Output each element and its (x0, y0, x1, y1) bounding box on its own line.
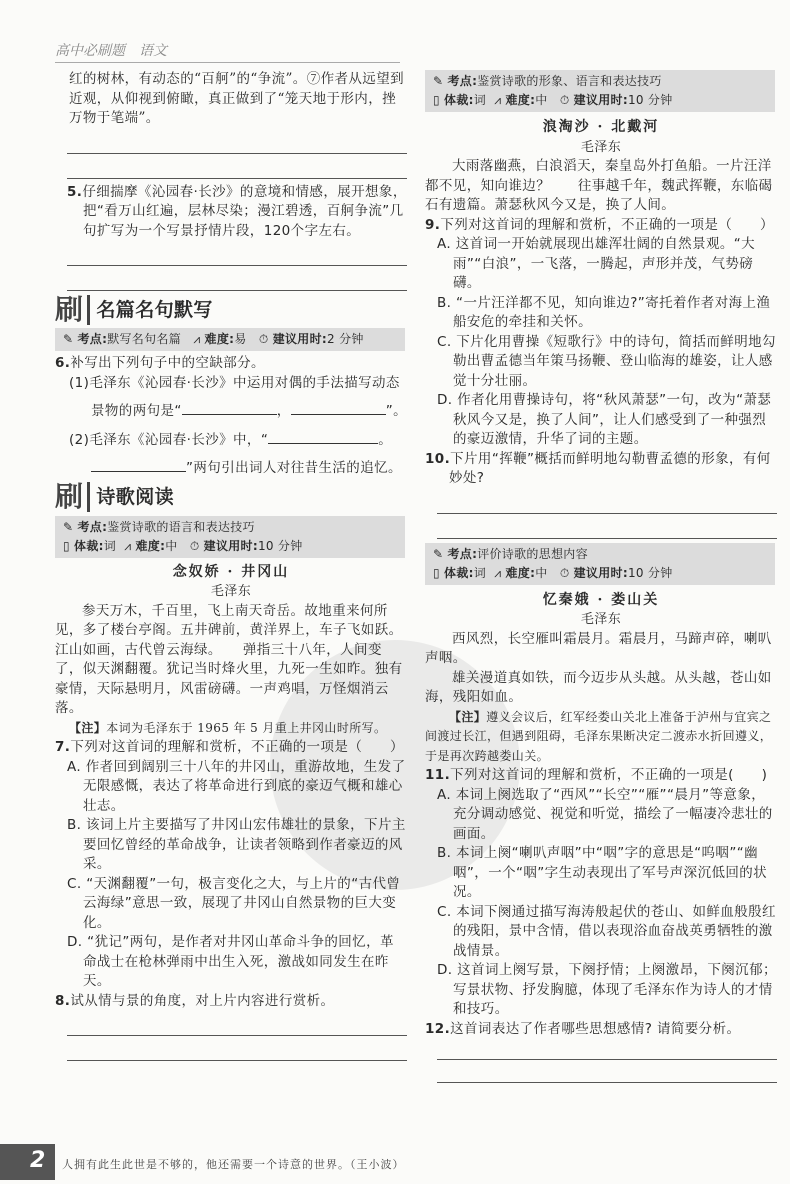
info-box-recitation: ✎ 考点:默写名句名篇 ⩘ 难度:易 ⏱ 建议用时:2 分钟 (55, 328, 405, 351)
timer-icon: ⏱ (559, 565, 570, 580)
poem-title: 念奴娇 · 井冈山 (172, 563, 290, 580)
q9-option-d[interactable]: D. 作者化用曹操诗句，将“秋风萧瑟”一句，改为“萧瑟秋风今又是，换了人间”，让人们感受到了一种强烈的豪迈激情，升华了词的主题。 (437, 392, 772, 447)
poem-title: 浪淘沙 · 北戴河 (542, 119, 660, 135)
q11-option-a[interactable]: A. 本词上阕选取了“西风”“长空”“雁”“晨月”等意象，充分调动感觉、视觉和听觉，描绘了一幅凄冷悲壮的画面。 (437, 786, 773, 842)
poem-author: 毛泽东 (580, 612, 622, 627)
info-box-loushanguan: ✎ 考点:评价诗歌的思想内容 ▯ 体裁:词 ⩘ 难度:中 ⏱ 建议用时:10 分钟 (425, 543, 775, 585)
question-10: 10.下片用“挥鞭”概括而鲜明地勾勒曹孟德的形象，有何妙处? (425, 450, 771, 486)
footer-quote: 人拥有此生此世是不够的，他还需要一个诗意的世界。（王小波） (62, 1158, 405, 1171)
section-header-poetry: 刷 诗歌阅读 (55, 479, 175, 513)
answer-line (437, 538, 777, 539)
section-header-recitation: 刷 名篇名句默写 (55, 293, 213, 326)
right-column (425, 70, 777, 1083)
poem-text: 大雨落幽燕，白浪滔天，秦皇岛外打鱼船。一片汪洋都不见，知向谁边？ 往事越千年，魏武挥鞭，东临碣石有遗篇。萧瑟秋风今又是，换了人间。 (425, 158, 773, 213)
q6-part2-cont: ”两句引出词人对往昔生活的追忆。 (55, 458, 407, 479)
question-11: 11.下列对这首词的理解和赏析，不正确的一项是( ) (425, 767, 768, 783)
poem-line: 雄关漫道真如铁，而今迈步从头越。从头越，苍山如海，残阳如血。 (425, 669, 772, 705)
info-box-poetry: ✎ 考点:鉴赏诗歌的语言和表达技巧 ▯ 体裁:词 ⩘ 难度:中 ⏱ 建议用时:10 分钟 (55, 516, 405, 558)
poem-note: 【注】本词为毛泽东于 1965 年 5 月重上井冈山时所写。 (69, 720, 387, 735)
poem-author: 毛泽东 (580, 139, 622, 155)
difficulty-icon: ⩘ (124, 538, 132, 553)
difficulty-icon: ⩘ (494, 93, 502, 107)
q9-option-c[interactable]: C. 下片化用曹操《短歌行》中的诗句，简括而鲜明地勾勒出曹孟德当年策马扬鞭、登山临海的雄姿，让人感觉十分壮丽。 (437, 333, 776, 389)
exam-point-icon: ✎ (433, 74, 444, 88)
q9-option-b[interactable]: B. “一片汪洋都不见，知向谁边?”寄托着作者对海上渔船安危的牵挂和关怀。 (437, 294, 771, 330)
poem-text: 参天万木，千百里，飞上南天奇岳。故地重来何所见，多了楼台亭阁。五井碑前，黄洋界上，车子飞如跃。江山如画，古代曾云海绿。 弹指三十八年，人间变了，似天渊翻覆。犹记当时烽火里，九死一生如昨。独有豪情，天际悬明月，风雷磅礴。一声鸡唱，万怪烟消云落。 (55, 602, 403, 716)
question-8: 8.试从情与景的角度，对上片内容进行赏析。 (55, 992, 335, 1009)
document-icon: ▯ (433, 565, 440, 580)
info-box-beidaihe: ✎ 考点:鉴赏诗歌的形象、语言和表达技巧 ▯ 体裁:词 ⩘ 难度:中 ⏱ 建议用时:10 分钟 (425, 70, 775, 112)
exam-point-icon: ✎ (63, 332, 74, 346)
q7-option-c[interactable]: C. “天渊翻覆”一句，极言变化之大，与上片的“古代曾云海绿”意思一致，展现了井冈山自然景物的巨大变化。 (67, 875, 401, 931)
q7-option-d[interactable]: D. “犹记”两句，是作者对井冈山革命斗争的回忆，革命战士在枪林弹雨中出生入死，激战如同发生在昨天。 (67, 934, 394, 989)
difficulty-icon: ⩘ (193, 332, 201, 346)
q6-part2: (2)毛泽东《沁园春·长沙》中，“ 。 (69, 431, 393, 448)
q6-part1: (1)毛泽东《沁园春·长沙》中运用对偶的手法描写动态 (69, 374, 400, 391)
intro-text: 红的树林，有动态的“百舸”的“争流”。⑦作者从远望到近观，从仰视到俯瞰，真正做到了“笼天地于形内，挫万物于笔端”。 (69, 71, 405, 126)
difficulty-icon: ⩘ (494, 565, 502, 580)
answer-line (67, 1060, 407, 1061)
left-column (55, 70, 407, 1061)
document-icon: ▯ (63, 538, 70, 553)
exam-point-icon: ✎ (63, 519, 74, 534)
timer-icon: ⏱ (189, 538, 200, 553)
q11-option-c[interactable]: C. 本词下阕通过描写海涛般起伏的苍山、如鲜血般殷红的残阳，景中含情，借以表现浴血奋战英勇牺牲的激战情景。 (437, 903, 776, 959)
q9-option-a[interactable]: A. 这首词一开始就展现出雄浑壮阔的自然景观。“大雨”“白浪”，一飞落，一腾起，声形并茂，气势磅礴。 (437, 236, 756, 291)
q11-option-b[interactable]: B. 本词上阕“喇叭声咽”中“咽”字的意思是“呜咽”“幽咽”，一个“咽”字生动表现出了军号声深沉低回的状况。 (437, 845, 768, 900)
q7-option-b[interactable]: B. 该词上片主要描写了井冈山宏伟雄壮的景象，下片主要回忆曾经的革命战争，让读者领略到作者豪迈的风采。 (67, 817, 406, 872)
timer-icon: ⏱ (559, 93, 570, 107)
poem-title: 忆秦娥 · 娄山关 (542, 591, 660, 608)
fill-blank[interactable] (268, 430, 378, 444)
fill-blank[interactable] (291, 401, 386, 415)
question-6: 6.补写出下列句子中的空缺部分。 (55, 355, 265, 371)
poem-author: 毛泽东 (210, 584, 252, 599)
poem-note: 【注】遵义会议后，红军经娄山关北上准备于泸州与宜宾之间渡过长江，但遇到阻碍，毛泽东果断决定二渡赤水折回遵义，于是再次跨越娄山关。 (425, 709, 773, 763)
answer-line (437, 1082, 777, 1083)
question-9: 9.下列对这首词的理解和赏析，不正确的一项是（ ） (425, 216, 774, 233)
timer-icon: ⏱ (258, 332, 269, 346)
q7-option-a[interactable]: A. 作者回到阔别三十八年的井冈山，重游故地，生发了无限感慨，表达了将革命进行到底的豪迈气概和雄心壮志。 (67, 758, 406, 814)
q6-part1-blanks: 景物的两句是“ ， ”。 (91, 403, 407, 419)
question-5: 5.仔细揣摩《沁园春·长沙》的意境和情感，展开想象，把“看万山红遍，层林尽染；漫江碧透，百舸争流”几句扩写为一个写景抒情片段，120个字左右。 (67, 183, 407, 239)
q11-option-d[interactable]: D. 这首词上阕写景，下阕抒情；上阕激昂，下阕沉郁；写景状物、抒发胸臆，体现了毛泽东作为诗人的才情和技巧。 (437, 962, 777, 1017)
page-number: 2 (0, 1144, 55, 1180)
answer-line (67, 290, 407, 291)
fill-blank[interactable] (182, 401, 277, 415)
question-12: 12.这首词表达了作者哪些思想感情? 请简要分析。 (425, 1020, 741, 1037)
fill-blank[interactable] (91, 458, 186, 472)
exam-point-icon: ✎ (433, 546, 444, 561)
question-7: 7.下列对这首词的理解和赏析，不正确的一项是（ ） (55, 739, 404, 755)
document-icon: ▯ (433, 93, 440, 107)
running-header: 高中必刷题 语文 (55, 42, 400, 63)
answer-line (67, 178, 407, 179)
poem-line: 西风烈，长空雁叫霜晨月。霜晨月，马蹄声碎，喇叭声咽。 (425, 630, 772, 666)
